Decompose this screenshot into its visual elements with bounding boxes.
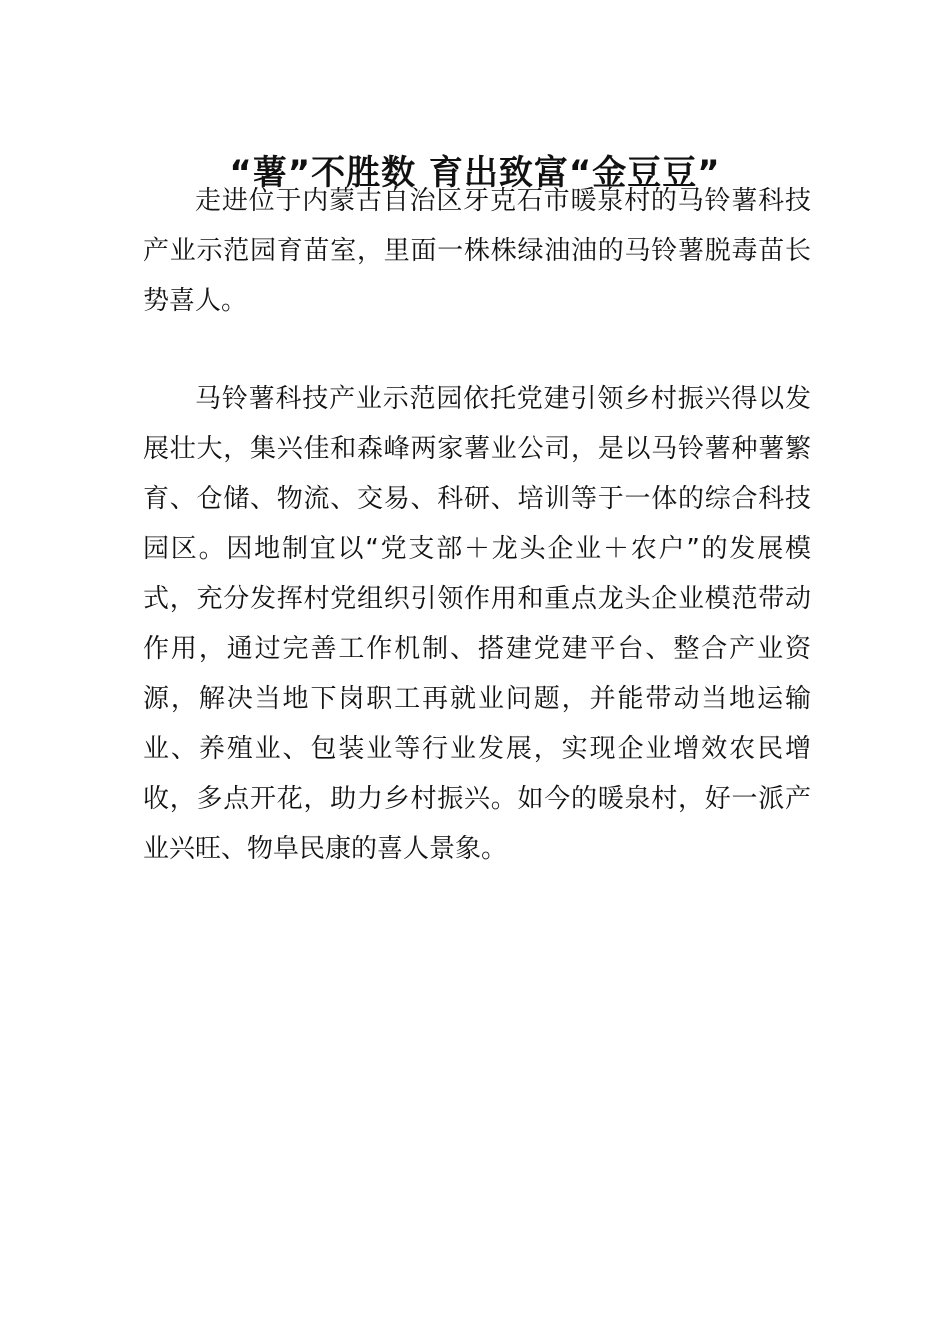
paragraph-line: 式，充分发挥村党组织引领作用和重点龙头企业模范带动 (143, 584, 811, 614)
document-title: “薯”不胜数 育出致富“金豆豆” (229, 152, 721, 193)
paragraph-line: 走进位于内蒙古自治区牙克石市暖泉村的马铃薯科技 (195, 186, 811, 216)
paragraph-line: 作用，通过完善工作机制、搭建党建平台、整合产业资 (143, 634, 811, 664)
paragraph-line: 源，解决当地下岗职工再就业问题，并能带动当地运输 (143, 684, 811, 714)
paragraph-line: 马铃薯科技产业示范园依托党建引领乡村振兴得以发 (195, 384, 811, 414)
paragraph-1 (143, 176, 811, 326)
paragraph-line: 育、仓储、物流、交易、科研、培训等于一体的综合科技 (143, 484, 811, 514)
paragraph-line: 收，多点开花，助力乡村振兴。如今的暖泉村，好一派产 (143, 784, 811, 814)
paragraph-line: 产业示范园育苗室，里面一株株绿油油的马铃薯脱毒苗长 (143, 236, 811, 266)
paragraph-line: 业、养殖业、包装业等行业发展，实现企业增效农民增 (143, 734, 811, 764)
paragraph-line: 园区。因地制宜以“党支部＋龙头企业＋农户”的发展模 (143, 534, 811, 564)
paragraph-2 (143, 374, 811, 874)
paragraph-line: 势喜人。 (143, 286, 248, 316)
paragraph-line: 展壮大，集兴佳和森峰两家薯业公司，是以马铃薯种薯繁 (143, 434, 811, 464)
paragraph-line: 业兴旺、物阜民康的喜人景象。 (143, 834, 508, 864)
